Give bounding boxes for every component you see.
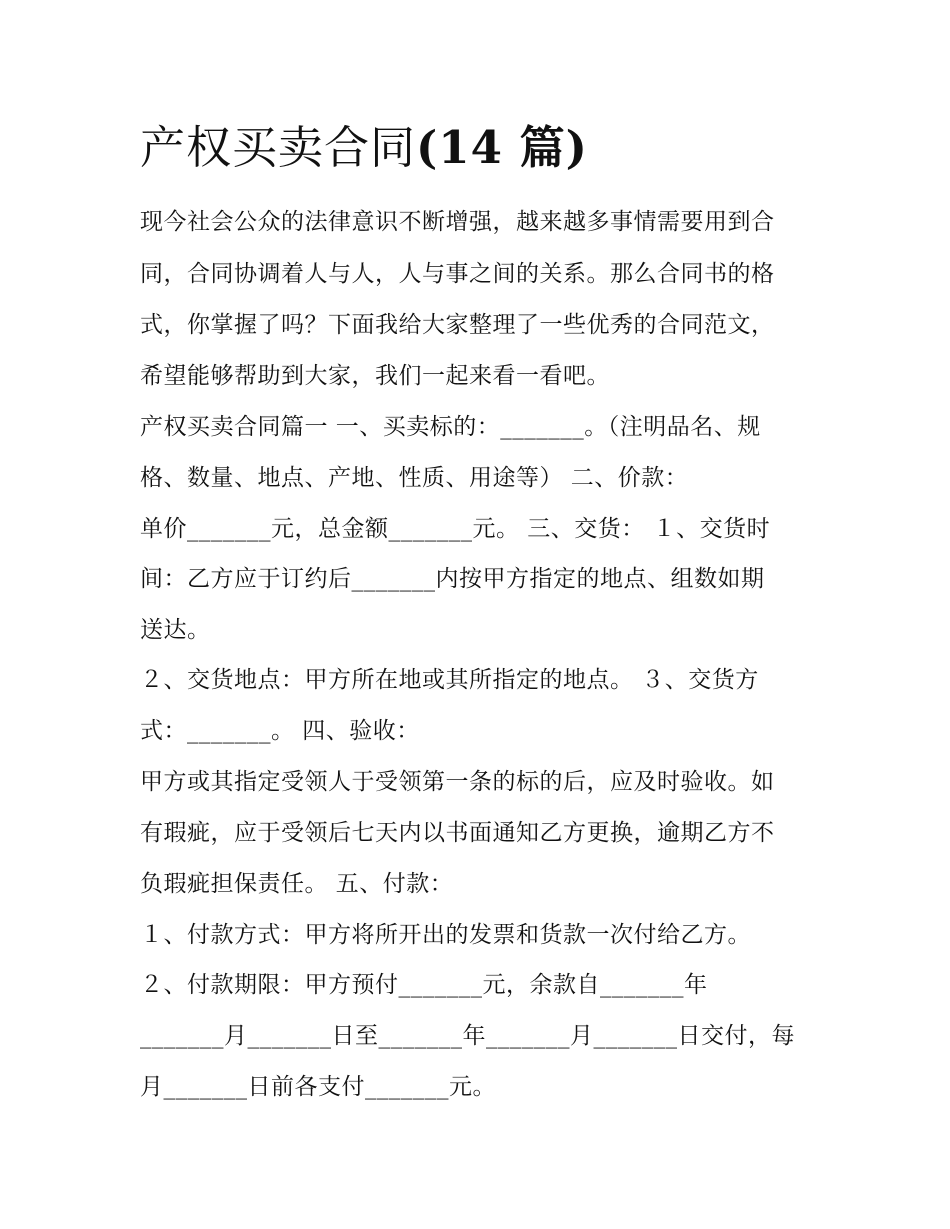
- title-main: 产权买卖合同: [140, 121, 417, 174]
- paragraph-line: 产权买卖合同篇一 一、买卖标的：_______。（注明品名、规: [140, 414, 761, 440]
- paragraph-line: 月_______日前各支付_______元。: [140, 1074, 496, 1100]
- paragraph-line: 甲方或其指定受领人于受领第一条的标的后，应及时验收。如: [140, 769, 775, 795]
- paragraph-line: 负瑕疵担保责任。 五、付款：: [140, 871, 454, 897]
- title-suffix: (14 篇): [416, 121, 588, 174]
- paragraph-line: 有瑕疵，应于受领后七天内以书面通知乙方更换，逾期乙方不: [140, 820, 775, 846]
- paragraph-line: 格、数量、地点、产地、性质、用途等） 二、价款：: [140, 465, 689, 491]
- paragraph-line: 式，你掌握了吗？下面我给大家整理了一些优秀的合同范文，: [140, 312, 775, 338]
- paragraph-line: 式：_______。 四、验收：: [140, 718, 420, 744]
- paragraph-line: _______月_______日至_______年_______月_______日交付，每: [140, 1023, 795, 1049]
- paragraph-line: 送达。: [140, 617, 211, 643]
- paragraph-line: 同，合同协调着人与人，人与事之间的关系。那么合同书的格: [140, 261, 775, 287]
- document-title: [140, 118, 588, 178]
- paragraph-line: 间：乙方应于订约后_______内按甲方指定的地点、组数如期: [140, 566, 765, 592]
- paragraph-line: 单价_______元，总金额_______元。 三、交货： １、交货时: [140, 516, 771, 542]
- paragraph-line: ２、交货地点：甲方所在地或其所指定的地点。 ３、交货方: [140, 667, 759, 693]
- paragraph-line: ２、付款期限：甲方预付_______元，余款自_______年: [140, 972, 708, 998]
- paragraph-line: １、付款方式：甲方将所开出的发票和货款一次付给乙方。: [140, 922, 751, 948]
- paragraph-line: 希望能够帮助到大家，我们一起来看一看吧。: [140, 363, 610, 389]
- paragraph-line: 现今社会公众的法律意识不断增强，越来越多事情需要用到合: [140, 209, 775, 235]
